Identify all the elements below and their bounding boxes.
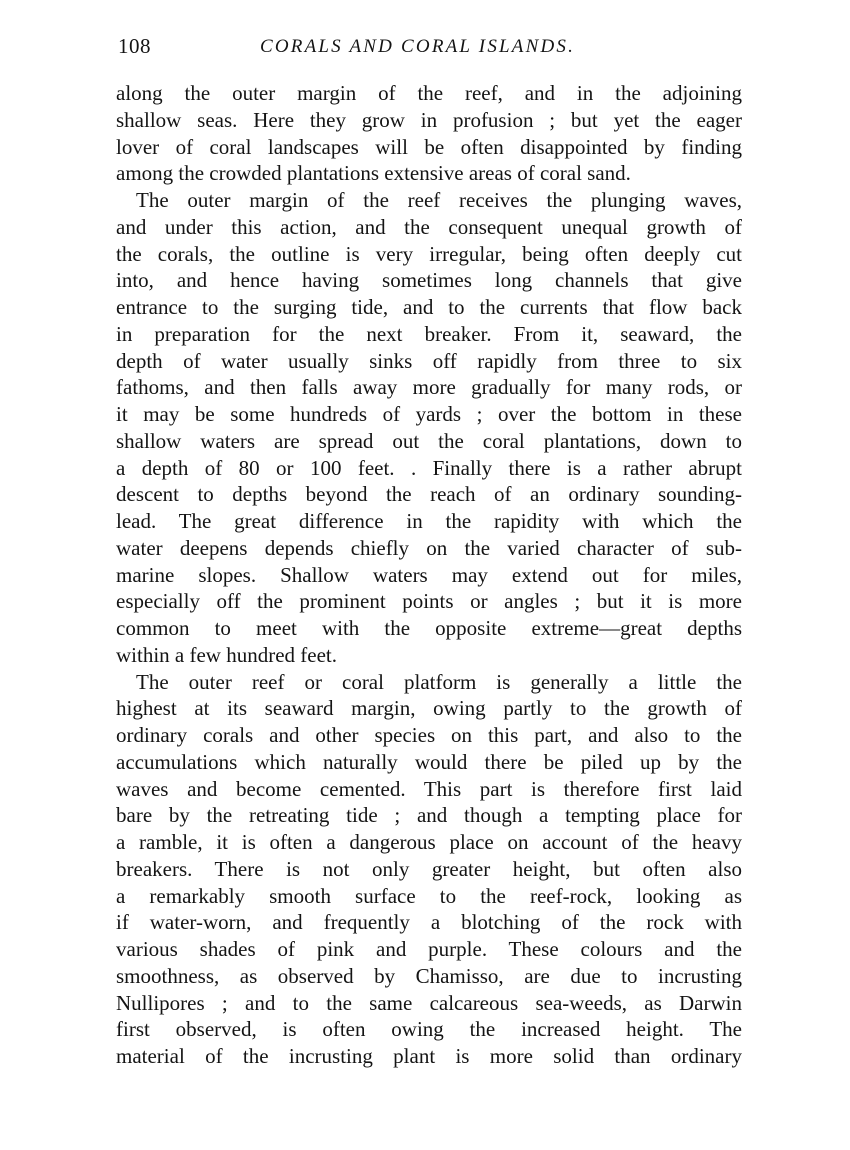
text-line: first observed, is often owing the increased height. The (116, 1017, 742, 1042)
text-line: material of the incrusting plant is more solid than ordinary (116, 1044, 742, 1068)
text-line: it may be some hundreds of yards ; over the bottom in these (116, 402, 742, 426)
running-head (118, 34, 740, 64)
text-line: along the outer margin of the reef, and in the adjoining (116, 81, 742, 105)
text-line: depth of water usually sinks off rapidly from three to six (116, 348, 742, 373)
paragraph-start-line: The outer margin of the reef receives the plunging waves, (136, 188, 742, 212)
text-line: common to meet with the opposite extreme—great depths (116, 616, 742, 640)
text-line: if water-worn, and frequently a blotching of the rock with (116, 910, 742, 935)
text-line: a depth of 80 or 100 feet. . Finally there is a rather abrupt (116, 455, 742, 480)
text-line: a remarkably smooth surface to the reef-rock, looking as (116, 883, 742, 908)
text-line: shallow waters are spread out the coral plantations, down to (116, 428, 742, 453)
running-title: CORALS AND CORAL ISLANDS. (260, 36, 576, 57)
text-line: among the crowded plantations extensive areas of coral sand. (116, 161, 631, 186)
text-line: especially off the prominent points or angles ; but it is more (116, 589, 742, 614)
text-line: in preparation for the next breaker. From it, seaward, the (116, 321, 742, 346)
text-line: Nullipores ; and to the same calcareous sea-weeds, as Darwin (116, 990, 742, 1015)
text-line: water deepens depends chiefly on the varied character of sub- (116, 535, 742, 560)
text-line: into, and hence having sometimes long channels that give (116, 268, 742, 293)
text-line: waves and become cemented. This part is therefore first laid (116, 776, 742, 801)
text-line: bare by the retreating tide ; and though a tempting place for (116, 803, 742, 828)
text-line: smoothness, as observed by Chamisso, are due to incrusting (116, 963, 742, 988)
text-line: lead. The great difference in the rapidity with which the (116, 509, 742, 533)
body-text (116, 80, 742, 1070)
text-line: shallow seas. Here they grow in profusion ; but yet the eager (116, 107, 742, 132)
text-line: ordinary corals and other species on this part, and also to the (116, 723, 742, 747)
text-line: the corals, the outline is very irregular, being often deeply cut (116, 241, 742, 266)
text-line: a ramble, it is often a dangerous place on account of the heavy (116, 830, 742, 854)
text-line: accumulations which naturally would there be piled up by the (116, 749, 742, 774)
text-line: various shades of pink and purple. These colours and the (116, 937, 742, 961)
text-line: highest at its seaward margin, owing partly to the growth of (116, 696, 742, 721)
paragraph-start-line: The outer reef or coral platform is generally a little the (136, 669, 742, 694)
text-line: fathoms, and then falls away more gradually for many rods, or (116, 375, 742, 400)
text-line: marine slopes. Shallow waters may extend out for miles, (116, 562, 742, 587)
text-line: and under this action, and the consequent unequal growth of (116, 214, 742, 239)
text-line: entrance to the surging tide, and to the currents that flow back (116, 295, 742, 319)
text-line: lover of coral landscapes will be often disappointed by finding (116, 134, 742, 159)
page-number: 108 (118, 34, 151, 58)
text-line: within a few hundred feet. (116, 642, 338, 667)
text-line: breakers. There is not only greater height, but often also (116, 856, 742, 881)
text-line: descent to depths beyond the reach of an ordinary sounding- (116, 482, 742, 507)
